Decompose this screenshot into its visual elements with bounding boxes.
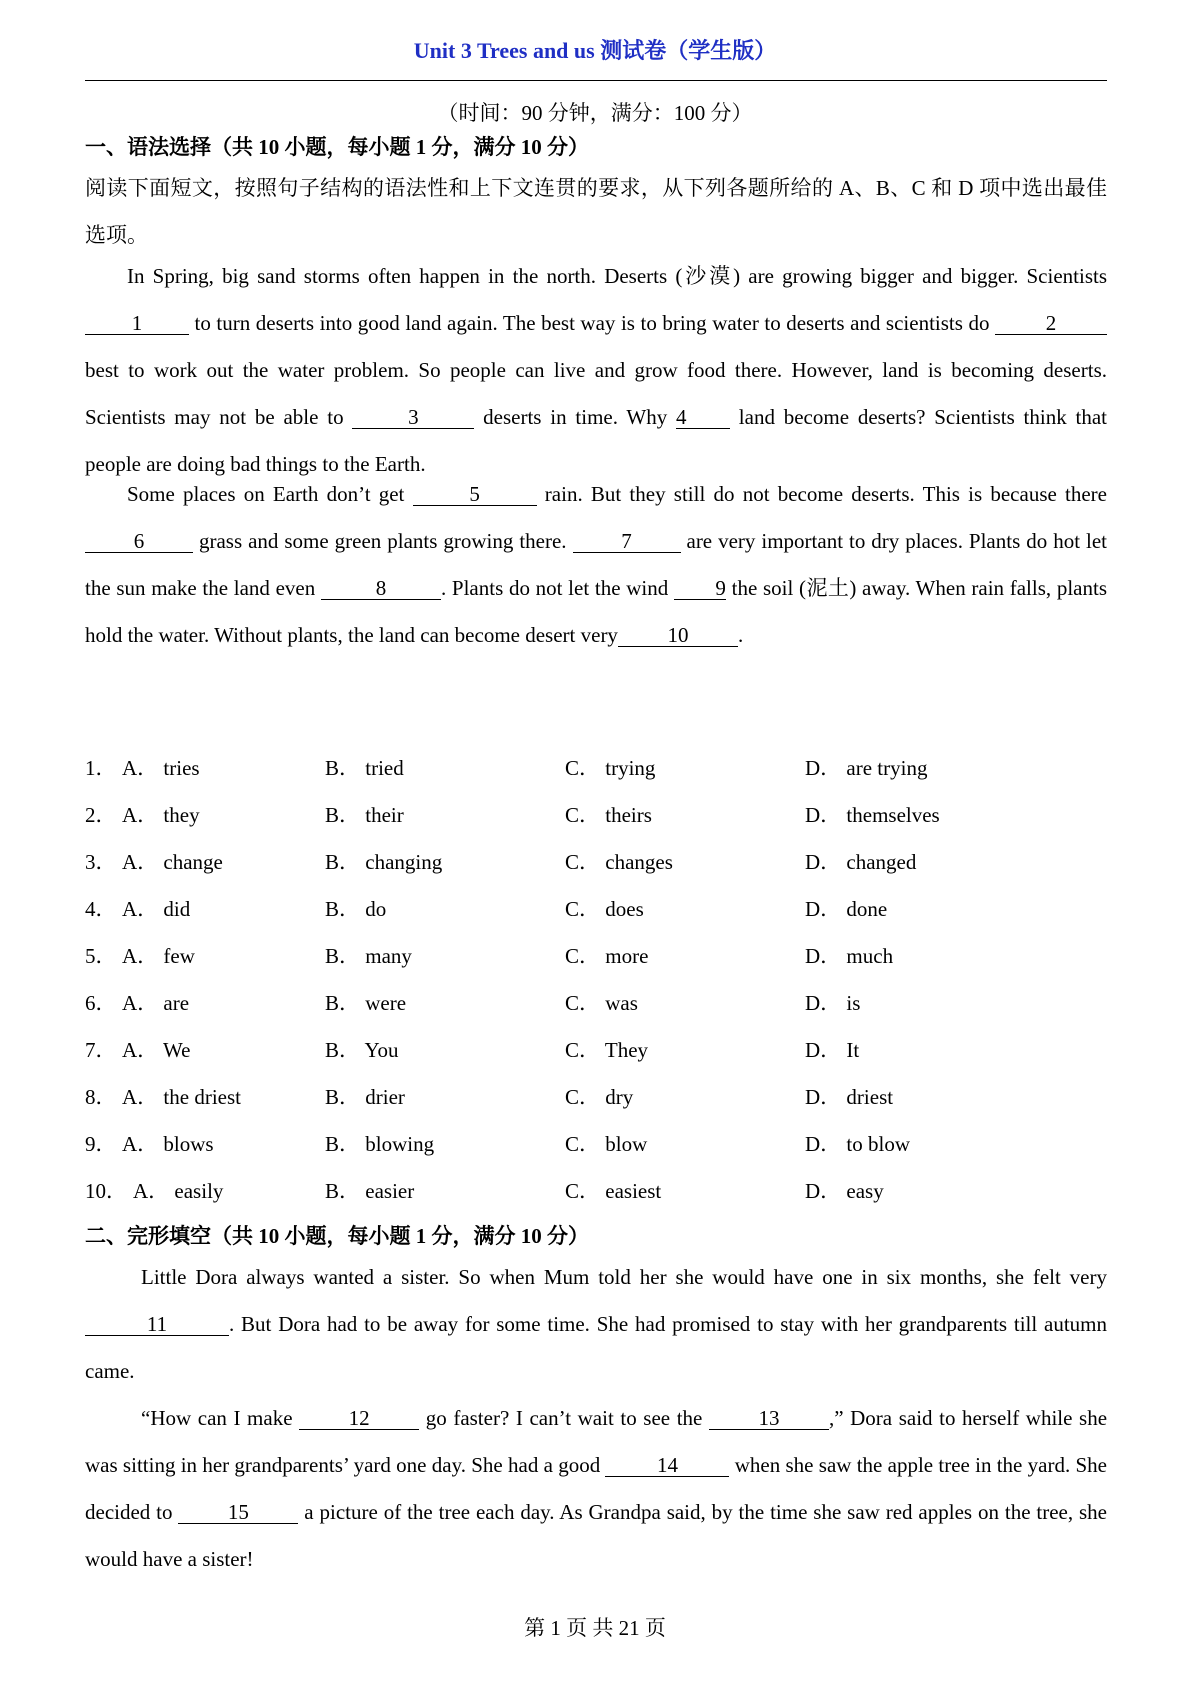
- page-footer: 第 1 页 共 21 页: [524, 1616, 666, 1640]
- option-b[interactable]: B． blowing: [325, 1132, 435, 1156]
- option-a[interactable]: A． they: [122, 803, 200, 827]
- option-a[interactable]: A． change: [122, 850, 223, 874]
- blank-3: 3: [352, 406, 474, 429]
- section1-passage-p2: [85, 471, 1107, 659]
- option-a[interactable]: A． blows: [122, 1132, 214, 1156]
- option-a[interactable]: A． few: [122, 944, 195, 968]
- option-b[interactable]: B． You: [325, 1038, 399, 1062]
- option-c[interactable]: C． easiest: [565, 1179, 662, 1203]
- blank-5: 5: [413, 483, 537, 506]
- option-b[interactable]: B． easier: [325, 1179, 415, 1203]
- option-c[interactable]: C． blow: [565, 1132, 648, 1156]
- option-c[interactable]: C． more: [565, 944, 649, 968]
- option-a[interactable]: A． did: [122, 897, 191, 921]
- blank-4: 4: [676, 406, 730, 429]
- section1-instruction: 阅读下面短文，按照句子结构的语法性和上下文连贯的要求，从下列各题所给的 A、B、C 和 D 项中选出最佳选项。: [85, 176, 1107, 247]
- blank-9: 9: [674, 577, 726, 600]
- blank-1: 1: [85, 312, 189, 335]
- passage-text: “How can I make: [141, 1406, 300, 1430]
- question-number: 3．: [85, 850, 117, 874]
- option-b[interactable]: B． do: [325, 897, 387, 921]
- passage-text: . Plants do not let the wind: [440, 576, 674, 600]
- exam-meta: （时间：90 分钟，满分：100 分）: [437, 101, 753, 125]
- question-row: [85, 893, 1107, 940]
- passage-text: when she saw the apple tree in the yard. She decided to: [85, 1453, 1107, 1524]
- question-number: 10．: [85, 1179, 127, 1203]
- option-c[interactable]: C． They: [565, 1038, 649, 1062]
- question-number: 1．: [85, 756, 117, 780]
- passage-text: best to work out the water problem. So people can live and grow food there. However, land is becoming deserts. Scientists may not be able to: [85, 358, 1107, 429]
- option-d[interactable]: D． done: [805, 897, 888, 921]
- question-row: [85, 987, 1107, 1034]
- option-d[interactable]: D． It: [805, 1038, 860, 1062]
- question-number: 2．: [85, 803, 117, 827]
- blank-15: 15: [178, 1501, 298, 1524]
- passage-text: In Spring, big sand storms often happen in the north. Deserts (沙漠) are growing bigger and bigger. Scientists: [127, 264, 1107, 288]
- question-number: 7．: [85, 1038, 117, 1062]
- question-number: 8．: [85, 1085, 117, 1109]
- question-row: [85, 1034, 1107, 1081]
- question-number: 6．: [85, 991, 117, 1015]
- blank-6: 6: [85, 530, 193, 553]
- passage-text: land become deserts? Scientists think that people are doing bad things to the Earth.: [85, 405, 1107, 476]
- question-row: [85, 799, 1107, 846]
- section2-passage-p2: [85, 1395, 1107, 1583]
- question-number: 5．: [85, 944, 117, 968]
- passage-text: Some places on Earth don’t get: [127, 482, 413, 506]
- option-d[interactable]: D． to blow: [805, 1132, 910, 1156]
- page-title: Unit 3 Trees and us 测试卷（学生版）: [413, 38, 777, 63]
- option-a[interactable]: A． the driest: [122, 1085, 241, 1109]
- question-row: [85, 846, 1107, 893]
- option-a[interactable]: A． We: [122, 1038, 191, 1062]
- section1-heading: 一、语法选择（共 10 小题，每小题 1 分，满分 10 分）: [85, 135, 589, 159]
- passage-text: deserts in time. Why: [474, 405, 676, 429]
- passage-text: to turn deserts into good land again. The best way is to bring water to deserts and scientists do: [189, 311, 995, 335]
- blank-12: 12: [299, 1407, 419, 1430]
- option-d[interactable]: D． changed: [805, 850, 917, 874]
- option-d[interactable]: D． is: [805, 991, 861, 1015]
- option-a[interactable]: A． are: [122, 991, 190, 1015]
- question-number: 9．: [85, 1132, 117, 1156]
- option-c[interactable]: C． was: [565, 991, 638, 1015]
- option-a[interactable]: A． tries: [122, 756, 200, 780]
- blank-7: 7: [573, 530, 681, 553]
- section2-heading: 二、完形填空（共 10 小题，每小题 1 分，满分 10 分）: [85, 1224, 589, 1248]
- passage-text: .: [737, 623, 744, 647]
- option-d[interactable]: D． themselves: [805, 803, 940, 827]
- question-row: [85, 1128, 1107, 1175]
- blank-13: 13: [709, 1407, 829, 1430]
- question-row: [85, 1081, 1107, 1128]
- title-divider: [85, 80, 1107, 81]
- section2-passage-p1: [85, 1254, 1107, 1395]
- section1-passage-p1: [85, 253, 1107, 488]
- blank-11: 11: [85, 1313, 229, 1336]
- option-b[interactable]: B． tried: [325, 756, 404, 780]
- passage-text: Little Dora always wanted a sister. So when Mum told her she would have one in six months, she felt very: [141, 1265, 1107, 1289]
- passage-text: . But Dora had to be away for some time. She had promised to stay with her grandparents till autumn came.: [85, 1312, 1107, 1383]
- blank-10: 10: [618, 624, 738, 647]
- question-row: [85, 752, 1107, 799]
- option-a[interactable]: A． easily: [133, 1179, 224, 1203]
- question-number: 4．: [85, 897, 117, 921]
- option-b[interactable]: B． their: [325, 803, 404, 827]
- passage-text: are very important to dry places. Plants do hot let the sun make the land even: [85, 529, 1107, 600]
- passage-text: grass and some green plants growing there.: [193, 529, 573, 553]
- option-c[interactable]: C． trying: [565, 756, 656, 780]
- option-d[interactable]: D． much: [805, 944, 894, 968]
- option-c[interactable]: C． theirs: [565, 803, 652, 827]
- option-b[interactable]: B． drier: [325, 1085, 405, 1109]
- option-d[interactable]: D． driest: [805, 1085, 894, 1109]
- option-b[interactable]: B． changing: [325, 850, 443, 874]
- option-c[interactable]: C． changes: [565, 850, 673, 874]
- passage-text: ,” Dora said to herself while she was sitting in her grandparents’ yard one day. She had a good: [85, 1406, 1108, 1477]
- passage-text: the soil (泥土) away. When rain falls, plants hold the water. Without plants, the land can become desert very: [85, 576, 1108, 647]
- passage-text: rain. But they still do not become deserts. This is because there: [536, 482, 1107, 506]
- option-b[interactable]: B． many: [325, 944, 412, 968]
- option-c[interactable]: C． does: [565, 897, 644, 921]
- question-row: [85, 940, 1107, 987]
- option-d[interactable]: D． easy: [805, 1179, 884, 1203]
- option-d[interactable]: D． are trying: [805, 756, 928, 780]
- option-b[interactable]: B． were: [325, 991, 407, 1015]
- blank-8: 8: [321, 577, 441, 600]
- question-row: [85, 1175, 1107, 1222]
- passage-text: go faster? I can’t wait to see the: [419, 1406, 709, 1430]
- passage-text: a picture of the tree each day. As Grandpa said, by the time she saw red apples on the tree, she would have a sister!: [85, 1500, 1107, 1571]
- option-c[interactable]: C． dry: [565, 1085, 634, 1109]
- blank-2: 2: [995, 312, 1107, 335]
- blank-14: 14: [605, 1454, 729, 1477]
